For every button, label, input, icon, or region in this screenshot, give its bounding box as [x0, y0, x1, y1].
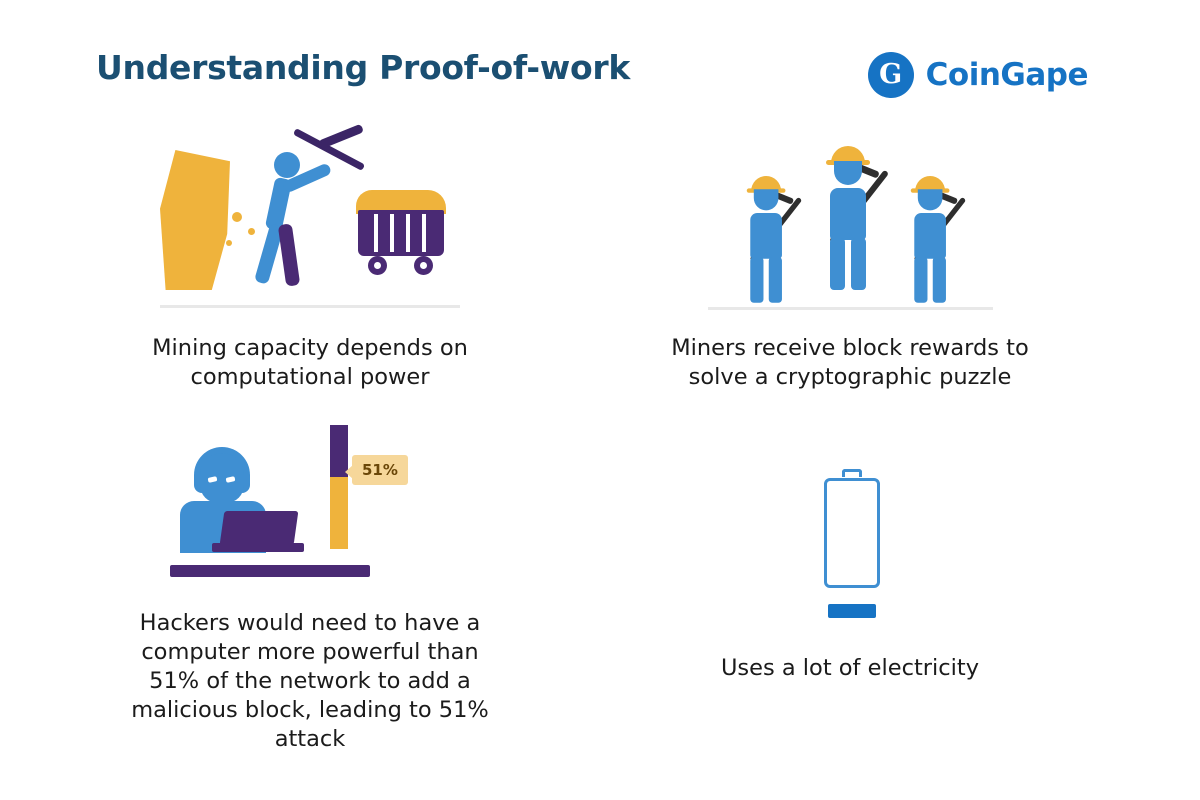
ground-line — [708, 307, 993, 310]
info-cell-fifty-one-percent-attack — [75, 415, 545, 754]
cart-stripe — [422, 214, 426, 252]
cart-stripe — [374, 214, 378, 252]
miner-leg-left — [830, 238, 845, 290]
miner-leg-left — [750, 257, 763, 303]
brand-name: CoinGape — [925, 57, 1088, 93]
cart-stripe — [390, 214, 394, 252]
battery-icon — [700, 460, 1000, 640]
miner-head — [918, 189, 943, 210]
desk-line — [170, 565, 370, 577]
pebble-icon — [226, 240, 232, 246]
page-title: Understanding Proof-of-work — [96, 48, 630, 87]
ground-line — [160, 305, 460, 308]
miner-leg-right — [933, 257, 946, 303]
cart-stripe — [406, 214, 410, 252]
hacker-at-laptop-icon — [160, 415, 460, 595]
cell-caption: Mining capacity depends on computational power — [152, 335, 468, 391]
battery-level-indicator — [828, 604, 876, 618]
rock-shape — [160, 150, 230, 290]
pickaxe-head-icon — [318, 124, 364, 150]
miner-torso — [914, 213, 946, 259]
hacker-head — [200, 453, 244, 503]
cart-body — [358, 210, 444, 256]
battery-cap — [842, 469, 862, 477]
laptop-screen-icon — [220, 511, 299, 545]
info-cell-block-rewards — [615, 140, 1085, 392]
cart-wheel — [368, 256, 387, 275]
miner-figure-right — [897, 176, 966, 308]
miner-figure-center — [810, 146, 888, 296]
battery-shell — [824, 478, 880, 588]
miner-figure-icon — [238, 148, 348, 293]
miner-leg-right — [278, 223, 300, 286]
three-miners-icon — [700, 140, 1000, 320]
cart-wheel — [414, 256, 433, 275]
info-cell-electricity-usage — [615, 460, 1085, 683]
info-cell-mining-capacity — [75, 140, 545, 392]
ore-cart-icon — [350, 182, 450, 287]
percent-badge: 51% — [352, 455, 408, 485]
miner-head — [274, 152, 300, 178]
miner-head — [754, 189, 779, 210]
miner-leg-left — [914, 257, 927, 303]
brand-mark-letter: G — [879, 58, 903, 90]
miner-with-pickaxe-and-ore-cart-icon — [160, 140, 460, 320]
header — [0, 48, 1200, 118]
miner-leg-right — [851, 238, 866, 290]
miner-torso — [750, 213, 782, 259]
brand-logo — [868, 52, 1088, 98]
miner-leg-right — [769, 257, 782, 303]
miner-figure-left — [733, 176, 802, 308]
bar-chart-orange — [330, 477, 348, 549]
cell-caption: Uses a lot of electricity — [720, 655, 980, 681]
miner-torso — [830, 188, 866, 240]
cell-caption: Miners receive block rewards to solve a cryptographic puzzle — [671, 335, 1029, 391]
laptop-base-icon — [212, 543, 304, 552]
cell-caption: Hackers would need to have a computer more powerful than 51% of the network to add a malicious block, leading to 51% attack — [131, 610, 489, 753]
coin-logo-icon — [868, 52, 914, 98]
miner-head — [834, 161, 862, 185]
